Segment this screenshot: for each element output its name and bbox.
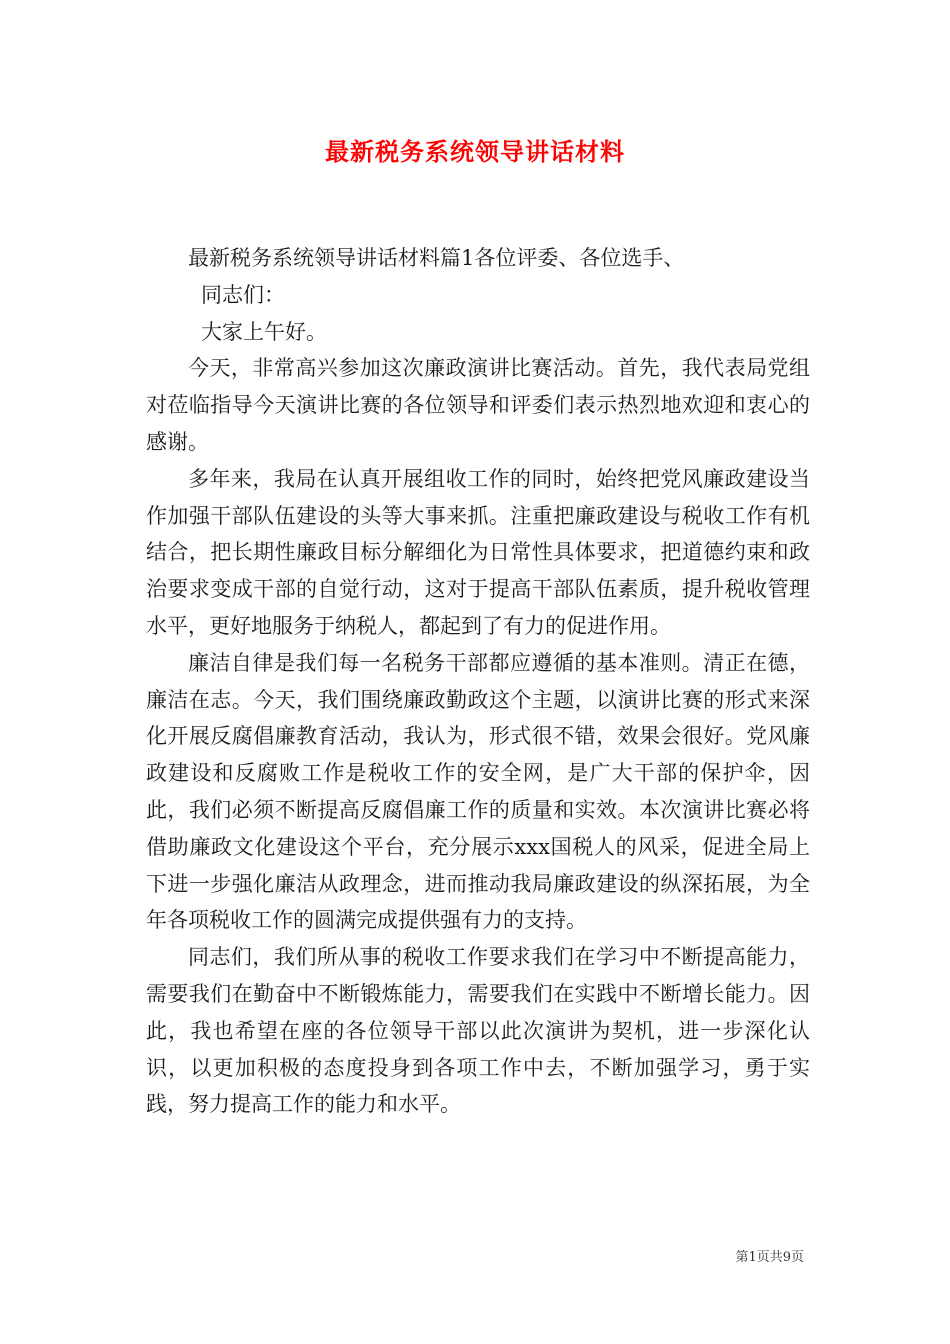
paragraph-salutation: 同志们： — [201, 282, 285, 307]
document-body — [146, 240, 810, 1123]
paragraph-greeting: 大家上午好。 — [201, 319, 327, 344]
paragraph-welcome: 今天，非常高兴参加这次廉政演讲比赛活动。首先，我代表局党组对莅临指导今天演讲比赛的各位领导和评委们表示热烈地欢迎和衷心的感谢。 — [146, 356, 810, 454]
paragraph-opening: 最新税务系统领导讲话材料篇1各位评委、各位选手、 — [188, 246, 685, 270]
page-number: 第1页共9页 — [735, 1250, 804, 1265]
document-title: 最新税务系统领导讲话材料 — [325, 137, 625, 166]
paragraph-closing: 同志们，我们所从事的税收工作要求我们在学习中不断提高能力，需要我们在勤奋中不断锻炼能力，需要我们在实践中不断增长能力。因此，我也希望在座的各位领导干部以此次演讲为契机，进一步深化认识，以更加积极的态度投身到各项工作中去，不断加强学习，勇于实践，努力提高工作的能力和水平。 — [146, 945, 810, 1117]
paragraph-integrity: 廉洁自律是我们每一名税务干部都应遵循的基本准则。清正在德，廉洁在志。今天，我们围绕廉政勤政这个主题，以演讲比赛的形式来深化开展反腐倡廉教育活动，我认为，形式很不错，效果会很好。党风廉政建设和反腐败工作是税收工作的安全网，是广大干部的保护伞，因此，我们必须不断提高反腐倡廉工作的质量和实效。本次演讲比赛必将借助廉政文化建设这个平台，充分展示xxx国税人的风采，促进全局上下进一步强化廉洁从政理念，进而推动我局廉政建设的纵深拓展，为全年各项税收工作的圆满完成提供强有力的支持。 — [146, 650, 810, 933]
paragraph-history: 多年来，我局在认真开展组收工作的同时，始终把党风廉政建设当作加强干部队伍建设的头等大事来抓。注重把廉政建设与税收工作有机结合，把长期性廉政目标分解细化为日常性具体要求，把道德约束和政治要求变成干部的自觉行动，这对于提高干部队伍素质，提升税收管理水平，更好地服务于纳税人，都起到了有力的促进作用。 — [146, 466, 810, 638]
